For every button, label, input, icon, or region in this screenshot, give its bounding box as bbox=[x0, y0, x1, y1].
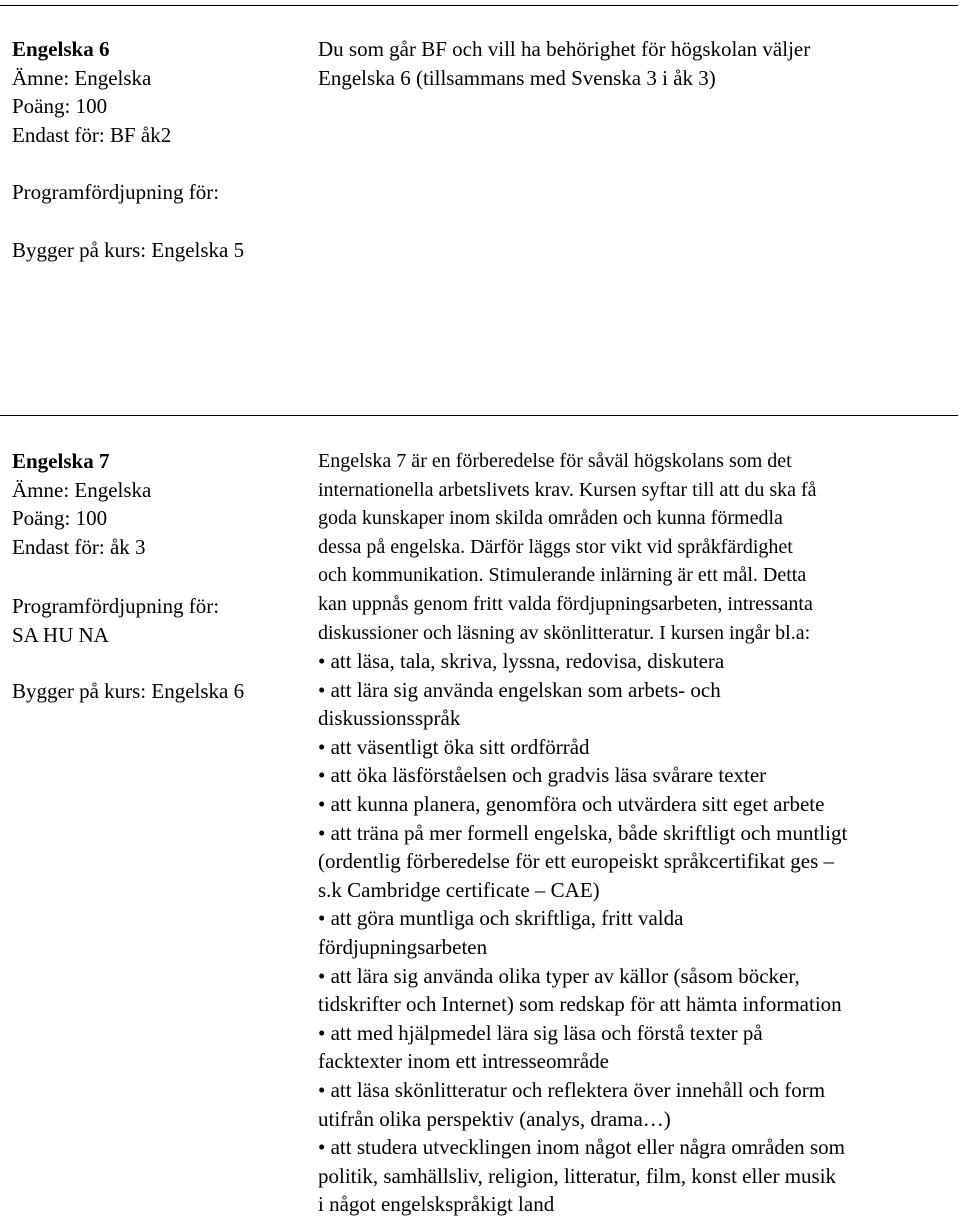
goal-line: i något engelskspråkigt land bbox=[318, 1192, 555, 1217]
course1-title: Engelska 6 bbox=[12, 37, 110, 61]
course2-points: Poäng: 100 bbox=[12, 506, 108, 531]
course2-title: Engelska 7 bbox=[12, 449, 110, 473]
goal-line: • att studera utvecklingen inom något eller några områden som bbox=[318, 1135, 845, 1160]
course1-info bbox=[12, 35, 302, 149]
course1-points: Poäng: 100 bbox=[12, 94, 108, 119]
goal-line: • att läsa, tala, skriva, lyssna, redovisa, diskutera bbox=[318, 649, 725, 673]
goal-line: • att med hjälpmedel lära sig läsa och förstå texter på bbox=[318, 1020, 763, 1045]
course2-subject: Ämne: Engelska bbox=[12, 477, 152, 502]
goal-line: (ordentlig förberedelse för ett europeiskt språkcertifikat ges – bbox=[318, 849, 835, 874]
course2-program-values: SA HU NA bbox=[12, 622, 109, 647]
goal-line: • att träna på mer formell engelska, både skriftligt och muntligt bbox=[318, 820, 848, 845]
course1-description bbox=[318, 35, 943, 92]
goal-line: diskussionsspråk bbox=[318, 706, 461, 731]
goal-line: utifrån olika perspektiv (analys, drama…) bbox=[318, 1106, 671, 1131]
course2-program-label: Programfördjupning för: bbox=[12, 594, 220, 619]
course2-info bbox=[12, 447, 302, 705]
goal-line: tidskrifter och Internet) som redskap för att hämta information bbox=[318, 992, 842, 1017]
course2-description-line: dessa på engelska. Därför läggs stor vikt vid språkfärdighet bbox=[318, 535, 793, 558]
course2-description-line: och kommunikation. Stimulerande inlärning är ett mål. Detta bbox=[318, 564, 807, 587]
course1-program bbox=[12, 178, 302, 207]
course2-only-for: Endast för: åk 3 bbox=[12, 534, 146, 559]
goal-line: facktexter inom ett intresseområde bbox=[318, 1049, 609, 1074]
course1-only-for: Endast för: BF åk2 bbox=[12, 122, 172, 147]
course1-builds-on bbox=[12, 236, 302, 265]
goal-line: • att göra muntliga och skriftliga, fritt valda bbox=[318, 906, 684, 931]
course2-builds-on: Bygger på kurs: Engelska 6 bbox=[12, 678, 245, 703]
top-divider bbox=[0, 5, 958, 6]
goal-line: • att kunna planera, genomföra och utvärdera sitt eget arbete bbox=[318, 791, 825, 816]
goal-line: • att öka läsförståelsen och gradvis läsa svårare texter bbox=[318, 763, 767, 788]
course1-subject: Ämne: Engelska bbox=[12, 65, 152, 90]
course2-description-line: Engelska 7 är en förberedelse för såväl högskolans som det bbox=[318, 450, 792, 472]
goal-line: politik, samhällsliv, religion, litteratur, film, konst eller musik bbox=[318, 1163, 837, 1188]
goal-line: • att lära sig använda olika typer av källor (såsom böcker, bbox=[318, 963, 800, 988]
course1-program-label: Programfördjupning för: bbox=[12, 180, 220, 204]
course2-description-line: kan uppnås genom fritt valda fördjupningsarbeten, intressanta bbox=[318, 592, 813, 615]
goal-line: • att läsa skönlitteratur och reflektera över innehåll och form bbox=[318, 1077, 826, 1102]
course2-description-line: goda kunskaper inom skilda områden och kunna förmedla bbox=[318, 507, 783, 530]
course1-description-line: Engelska 6 (tillsammans med Svenska 3 i åk 3) bbox=[318, 65, 716, 90]
goal-line: • att lära sig använda engelskan som arbets- och bbox=[318, 677, 721, 702]
goal-line: s.k Cambridge certificate – CAE) bbox=[318, 877, 600, 902]
course1-description-line: Du som går BF och vill ha behörighet för högskolan väljer bbox=[318, 37, 811, 61]
course2-description bbox=[318, 447, 943, 647]
course2-description-line: diskussioner och läsning av skönlitteratur. I kursen ingår bl.a: bbox=[318, 621, 811, 644]
course1-builds-on-text: Bygger på kurs: Engelska 5 bbox=[12, 238, 245, 262]
goal-line: • att väsentligt öka sitt ordförråd bbox=[318, 734, 590, 759]
course2-description-line: internationella arbetslivets krav. Kursen syftar till att du ska få bbox=[318, 478, 817, 501]
goal-line: fördjupningsarbeten bbox=[318, 934, 488, 959]
course-divider bbox=[0, 415, 958, 416]
course2-goals-list bbox=[318, 647, 943, 1219]
